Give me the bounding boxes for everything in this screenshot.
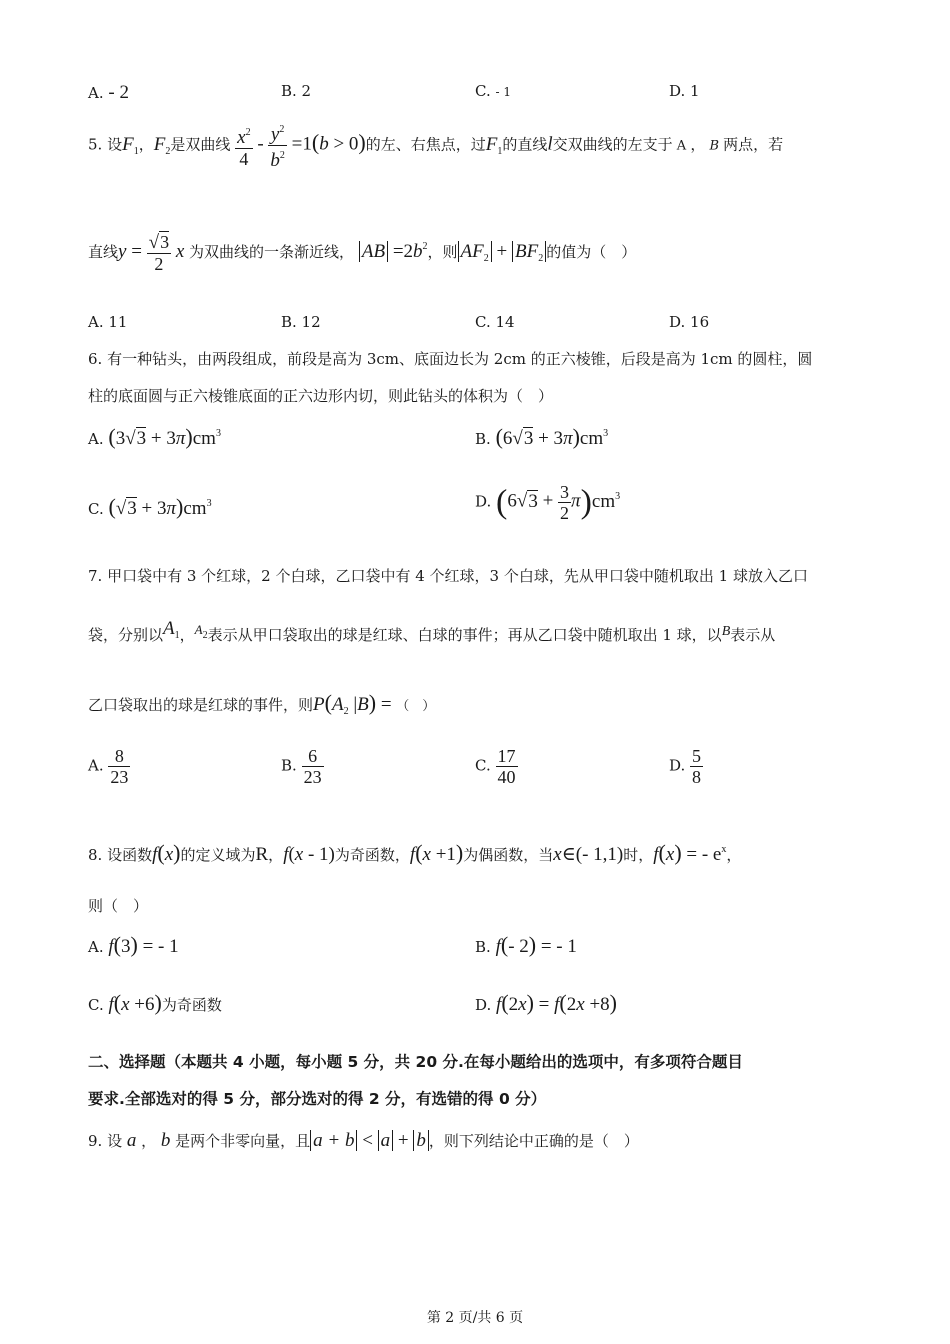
q8-line-1: 8. 设函数f(x)的定义域为R，f(x - 1)为奇函数，f(x +1)为偶函数，当x∈(- 1,1)时，f(x) = - $e^x$， (88, 840, 742, 865)
q4-option-c: C. - 1 (475, 82, 512, 100)
q7-option-a: A. $\frac{8}{23}$ (88, 746, 129, 787)
q6-option-d: D. (6√3 + $\frac{3}{2}$ $\pi)cm^3$ (475, 482, 621, 523)
q4-option-d: D. 1 (669, 82, 700, 100)
q6-option-c: C. $(√3 + 3\pi)cm^3$ (88, 494, 212, 519)
q5-line-2: 直线y = $\frac{√3}{2}$ x 为双曲线的一条渐近线， AB $=2b^2$，则 $AF_2 + BF_2$ 的值为（ ） (88, 232, 637, 274)
q6-option-a: A. $(3√3 + 3\pi)cm^3$ (88, 424, 221, 449)
q8-option-c: C. f(x +6)为奇函数 (88, 990, 222, 1015)
q8-option-d: D. f(2x) = f(2x +8) (475, 990, 617, 1015)
q7-line-3: 乙口袋取出的球是红球的事件，则$P(A_2$ |B) = （ ） (88, 690, 436, 717)
q5-option-a: A. 11 (88, 313, 128, 331)
q7-option-b: B. $\frac{6}{23}$ (281, 746, 322, 787)
q7-line-1: 7. 甲口袋中有 3 个红球，2 个白球，乙口袋中有 4 个红球，3 个白球，先从甲口袋中随机取出 1 球放入乙口 (88, 567, 808, 585)
q5-option-d: D. 16 (669, 313, 710, 331)
q9-line-1: 9. 设 a ， b 是两个非零向量，且 a + b < a + b ，则下列结论中正确的是（ ） (88, 1130, 639, 1151)
q5-line-1: 5. 设$F_1$，$F_2$是双曲线 $\frac{x^2}{4}$ - $\frac{y^2}{b^2}$ =1(b > 0)的左、右焦点，过$F_1$的直线l交双曲线的左支于 A ， B 两点，若 (88, 120, 783, 171)
q4-option-b: B. 2 (281, 82, 312, 100)
q6-option-b: B. $(6√3 + 3\pi)cm^3$ (475, 424, 609, 449)
page-footer: 第 2 页/共 6 页 (426, 1310, 524, 1326)
section-2-heading-line-1: 二、选择题（本题共 4 小题，每小题 5 分，共 20 分.在每小题给出的选项中，有多项符合题目 (88, 1053, 743, 1071)
q7-line-2: 袋，分别以$A_1$，$A_2$表示从甲口袋取出的球是红球、白球的事件；再从乙口袋中随机取出 1 球，以B表示从 (88, 618, 776, 644)
q7-option-d: D. $\frac{5}{8}$ (669, 746, 702, 787)
q6-line-1: 6. 有一种钻头，由两段组成，前段是高为 3cm、底面边长为 2cm 的正六棱锥，后段是高为 1cm 的圆柱，圆 (88, 350, 813, 368)
q4-option-a: A. - 2 (88, 82, 129, 103)
q8-line-2: 则（ ） (88, 897, 149, 915)
q5-option-c: C. 14 (475, 313, 515, 331)
q8-option-b: B. f(- 2) = - 1 (475, 932, 577, 957)
q8-option-a: A. f(3) = - 1 (88, 932, 179, 957)
q5-option-b: B. 12 (281, 313, 321, 331)
q7-option-c: C. $\frac{17}{40}$ (475, 746, 516, 787)
section-2-heading-line-2: 要求.全部选对的得 5 分，部分选对的得 2 分，有选错的得 0 分） (88, 1090, 547, 1108)
q6-line-2: 柱的底面圆与正六棱锥底面的正六边形内切，则此钻头的体积为（ ） (88, 387, 554, 405)
